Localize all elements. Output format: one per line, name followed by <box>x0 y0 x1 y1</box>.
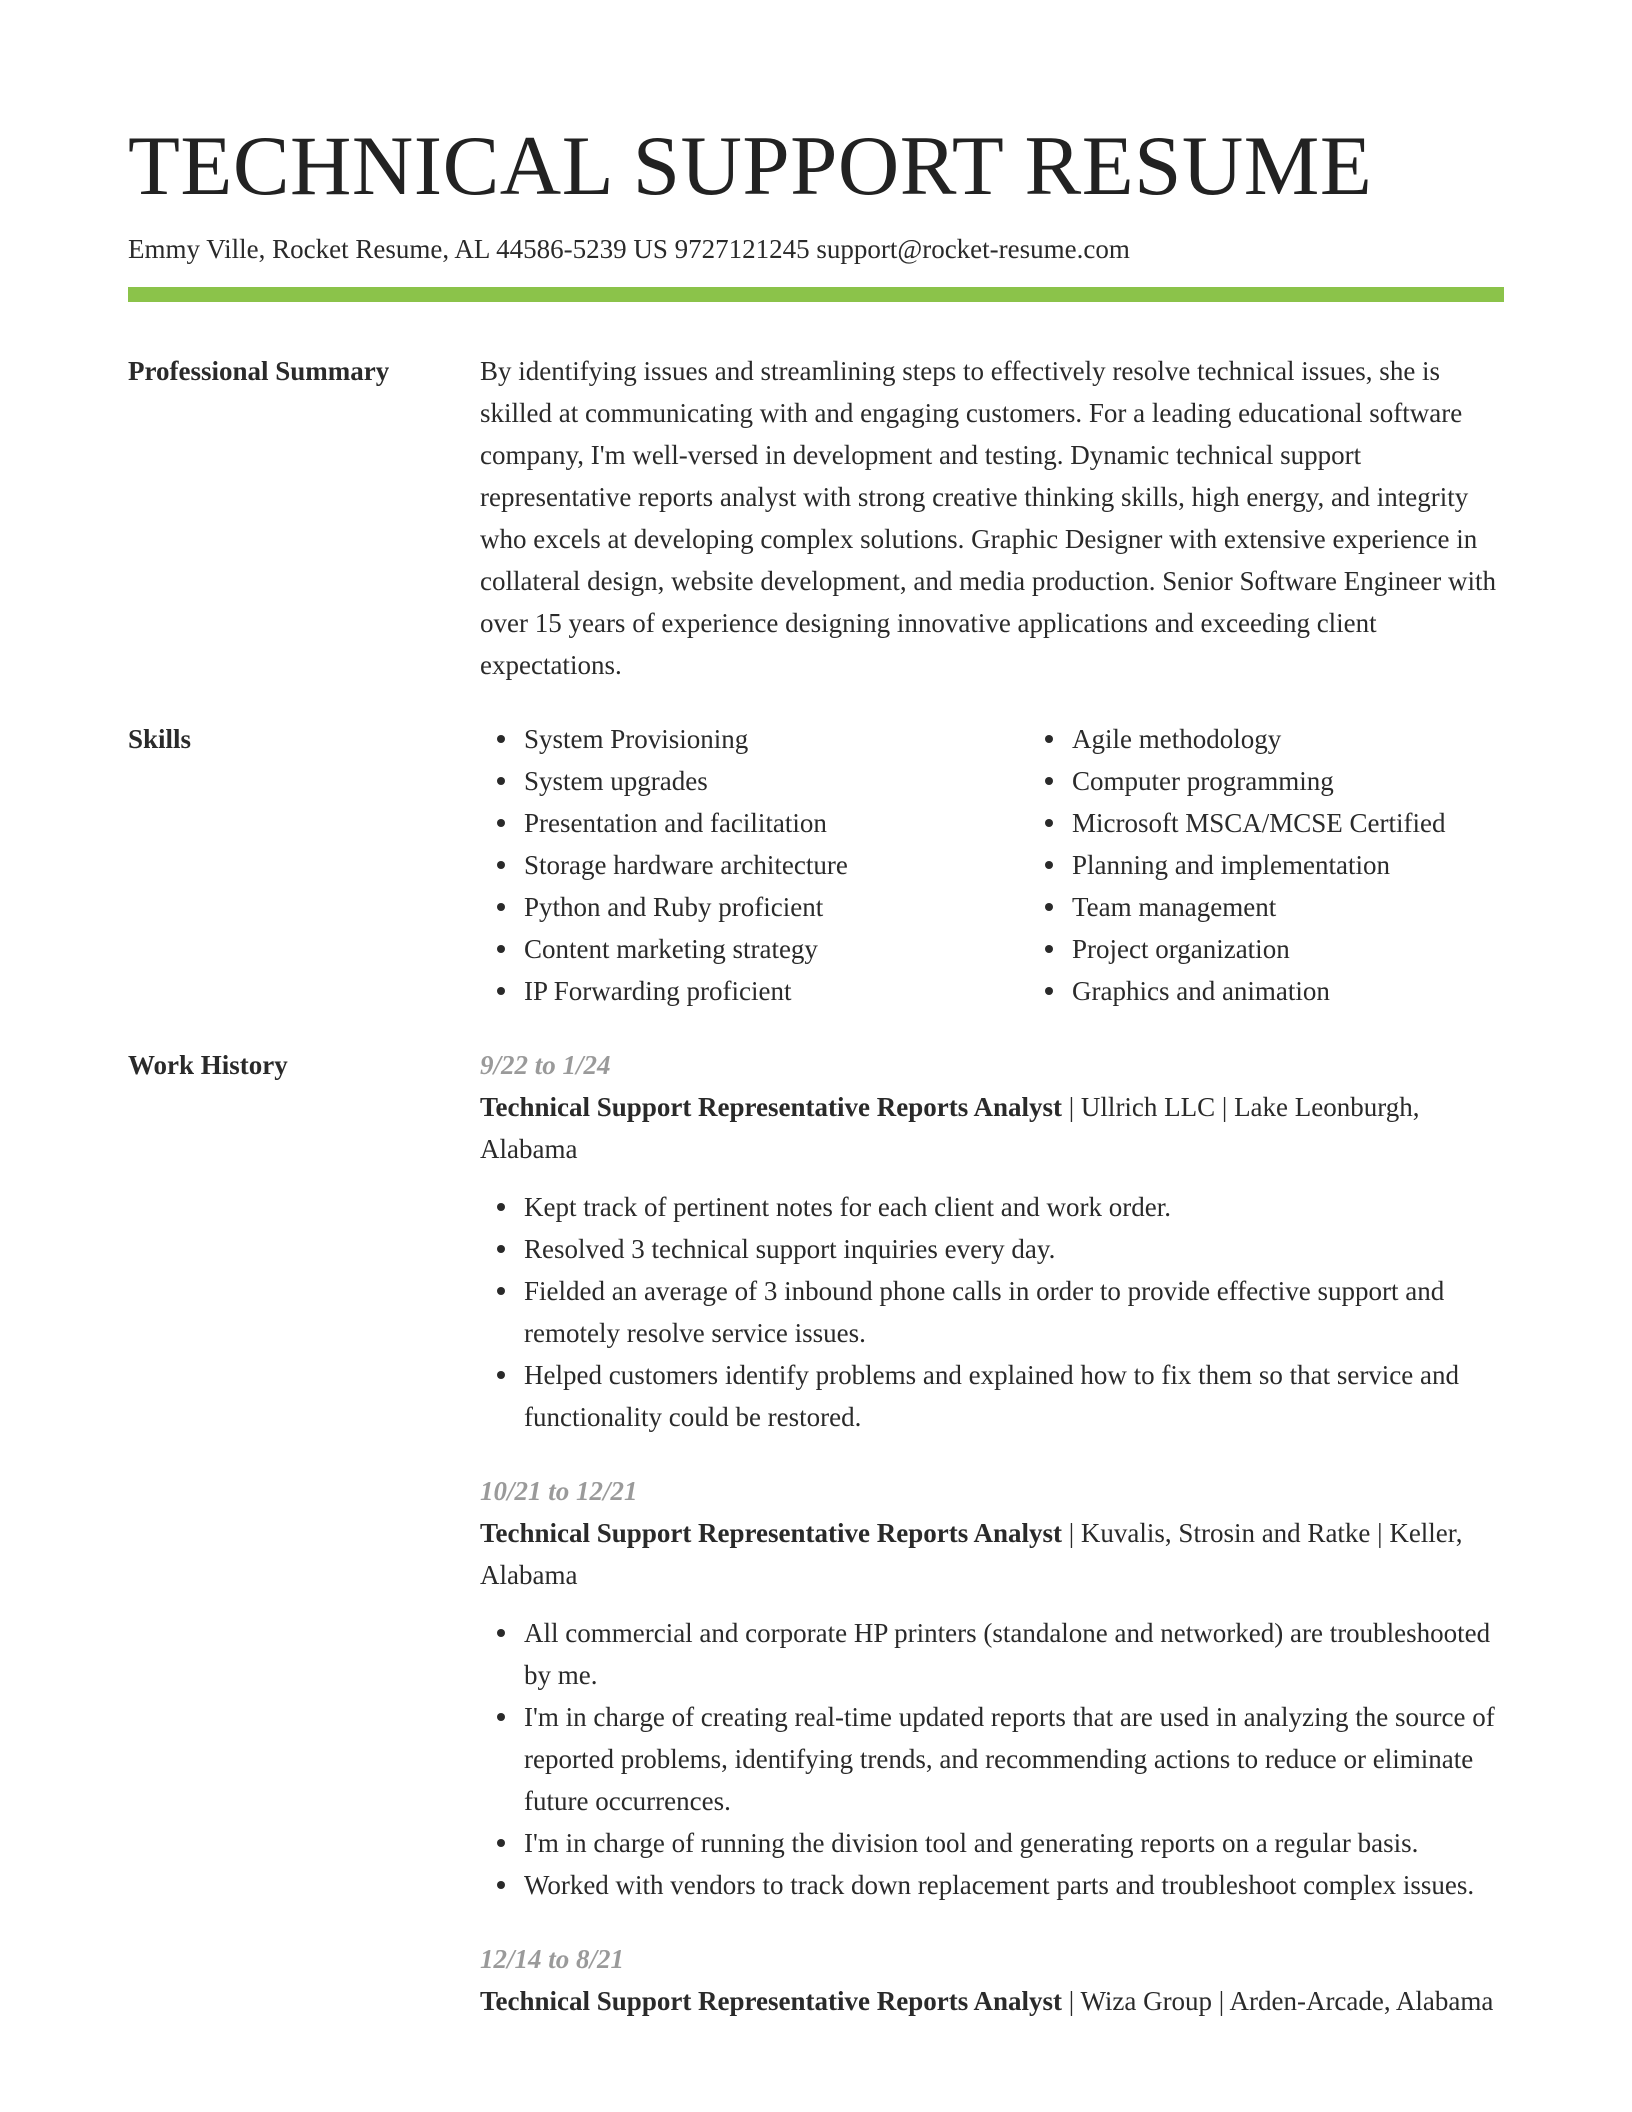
skill-item: Python and Ruby proficient <box>524 886 1028 928</box>
job-bullet: Kept track of pertinent notes for each client and work order. <box>524 1186 1504 1228</box>
skill-item: Planning and implementation <box>1072 844 1532 886</box>
job-bullet: Helped customers identify problems and explained how to fix them so that service and functionality could be restored. <box>524 1354 1504 1438</box>
job-list <box>480 1044 1504 2054</box>
skill-item: Graphics and animation <box>1072 970 1532 1012</box>
job-bullet: I'm in charge of running the division tool and generating reports on a regular basis. <box>524 1822 1504 1864</box>
skills-heading: Skills <box>128 723 192 754</box>
job-entry <box>480 1938 1504 2022</box>
summary-section <box>128 350 1504 686</box>
skills-list-left <box>480 718 1028 1012</box>
job-bullets <box>480 1612 1504 1906</box>
job-bullet: Resolved 3 technical support inquiries every day. <box>524 1228 1504 1270</box>
job-header <box>480 1980 1504 2022</box>
job-title: Technical Support Representative Reports Analyst <box>480 1091 1063 1122</box>
job-bullet: I'm in charge of creating real-time updated reports that are used in analyzing the source of reported problems, identifying trends, and recommending actions to reduce or eliminate future occurrences. <box>524 1696 1504 1822</box>
skill-item: Project organization <box>1072 928 1532 970</box>
summary-text: By identifying issues and streamlining steps to effectively resolve technical issues, she is skilled at communicating with and engaging customers. For a leading educational software company, I'm well-versed in development and testing. Dynamic technical support representative reports analyst with strong creative thinking skills, high energy, and integrity who excels at developing complex solutions. Graphic Designer with extensive experience in collateral design, website development, and media production. Senior Software Engineer with over 15 years of experience designing innovative applications and exceeding client expectations. <box>480 355 1496 680</box>
job-bullet: Fielded an average of 3 inbound phone calls in order to provide effective support and remotely resolve service issues. <box>524 1270 1504 1354</box>
job-title: Technical Support Representative Reports Analyst <box>480 1985 1063 2016</box>
job-dates: 9/22 to 1/24 <box>480 1049 611 1080</box>
job-title: Technical Support Representative Reports Analyst <box>480 1517 1063 1548</box>
skills-list-right <box>1028 718 1532 1012</box>
skill-item: IP Forwarding proficient <box>524 970 1028 1012</box>
job-dates: 12/14 to 8/21 <box>480 1943 625 1974</box>
work-history-section <box>128 1044 1504 2054</box>
skills-columns <box>480 718 1532 1012</box>
skill-item: Microsoft MSCA/MCSE Certified <box>1072 802 1532 844</box>
job-entry <box>480 1044 1504 1438</box>
job-bullet: Worked with vendors to track down replacement parts and troubleshoot complex issues. <box>524 1864 1504 1906</box>
skill-item: Team management <box>1072 886 1532 928</box>
job-bullets <box>480 1186 1504 1438</box>
job-bullet: All commercial and corporate HP printers (standalone and networked) are troubleshooted by me. <box>524 1612 1504 1696</box>
summary-heading: Professional Summary <box>128 355 390 386</box>
resume-page <box>128 118 1504 2054</box>
skills-section <box>128 718 1504 1012</box>
job-entry <box>480 1470 1504 1906</box>
job-dates: 10/21 to 12/21 <box>480 1475 638 1506</box>
contact-line: Emmy Ville, Rocket Resume, AL 44586-5239 US 9727121245 support@rocket-resume.com <box>128 233 1130 264</box>
accent-divider <box>128 287 1504 302</box>
resume-title: TECHNICAL SUPPORT RESUME <box>128 119 1373 213</box>
skill-item: System Provisioning <box>524 718 1028 760</box>
job-header <box>480 1086 1504 1170</box>
job-company-location: | Ullrich LLC | Lake Leonburgh, Alabama <box>480 1091 1420 1164</box>
work-history-heading: Work History <box>128 1049 288 1080</box>
skill-item: Computer programming <box>1072 760 1532 802</box>
job-header <box>480 1512 1504 1596</box>
skill-item: Presentation and facilitation <box>524 802 1028 844</box>
skill-item: Agile methodology <box>1072 718 1532 760</box>
skill-item: Content marketing strategy <box>524 928 1028 970</box>
skill-item: Storage hardware architecture <box>524 844 1028 886</box>
job-company-location: | Wiza Group | Arden-Arcade, Alabama <box>1062 1985 1494 2016</box>
skill-item: System upgrades <box>524 760 1028 802</box>
job-company-location: | Kuvalis, Strosin and Ratke | Keller, Alabama <box>480 1517 1463 1590</box>
